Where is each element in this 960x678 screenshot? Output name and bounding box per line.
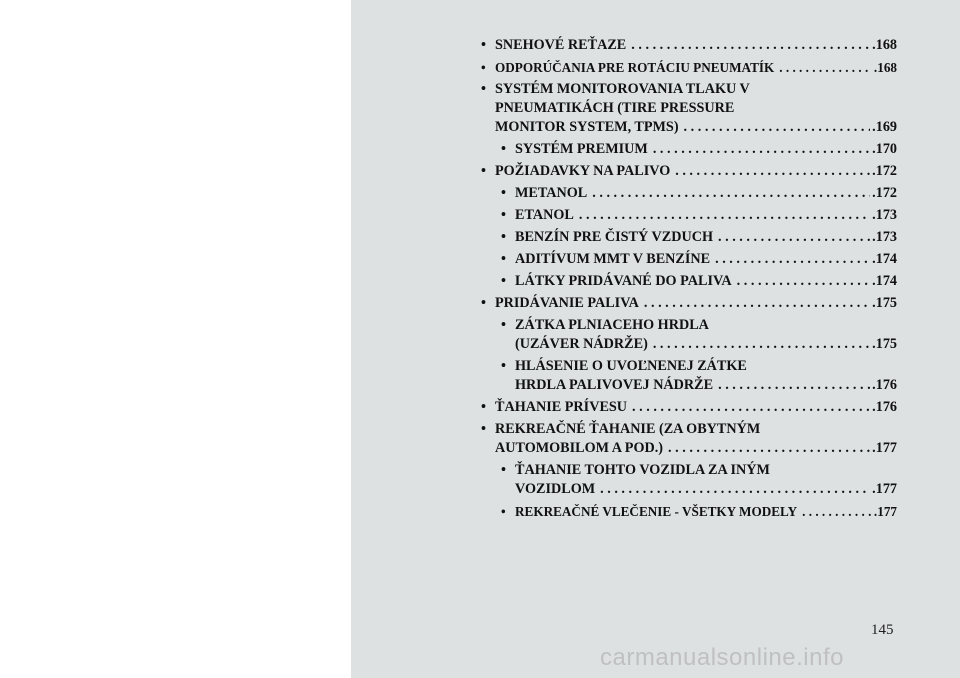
toc-entry-title: MONITOR SYSTEM, TPMS) (495, 119, 679, 135)
toc-entry[interactable] (501, 228, 897, 247)
toc-entry-title: LÁTKY PRIDÁVANÉ DO PALIVA (515, 273, 732, 289)
dot-leader (626, 36, 870, 55)
toc-entry-line (515, 316, 897, 335)
toc-entry-page: .175 (872, 295, 897, 311)
toc-entry[interactable] (501, 206, 897, 225)
toc-entry-title: SNEHOVÉ REŤAZE (495, 37, 627, 53)
toc-entry-page: .172 (872, 185, 897, 201)
toc-entry-line (515, 140, 897, 159)
bullet-icon: • (481, 421, 486, 437)
toc-entry[interactable] (481, 420, 897, 458)
toc-entry-line (495, 420, 897, 439)
dot-leader (670, 162, 870, 181)
watermark: carmanualsonline.info (600, 644, 844, 671)
toc-entry-line (495, 58, 897, 77)
toc-entry-title: (UZÁVER NÁDRŽE) (515, 336, 648, 352)
toc-entry-page: .177 (873, 504, 897, 519)
toc-entry-title: SYSTÉM PREMIUM (515, 141, 648, 157)
toc-entry[interactable] (481, 80, 897, 137)
toc-entry-line (515, 480, 897, 499)
dot-leader (648, 140, 870, 159)
toc-entry-line (495, 99, 897, 118)
toc-entry-line (495, 439, 897, 458)
toc-entry[interactable] (501, 140, 897, 159)
toc-entry-page: .168 (872, 37, 897, 53)
toc-entry-line (495, 398, 897, 417)
toc-entry-page: .172 (872, 163, 897, 179)
toc-entry-line (495, 294, 897, 313)
toc-entry-title: METANOL (515, 185, 588, 201)
toc-entry-page: .173 (872, 229, 897, 245)
dot-leader (713, 376, 870, 395)
toc-entry-title: ETANOL (515, 207, 574, 223)
toc-entry-page: .174 (872, 273, 897, 289)
toc-entry-page: .169 (872, 119, 897, 135)
dot-leader (710, 250, 870, 269)
toc-entry-line (495, 36, 897, 55)
toc-entry[interactable] (501, 184, 897, 203)
bullet-icon: • (481, 163, 486, 179)
dot-leader (713, 228, 870, 247)
toc-entry-title: BENZÍN PRE ČISTÝ VZDUCH (515, 229, 714, 245)
bullet-icon: • (501, 141, 506, 157)
dot-leader (679, 118, 871, 137)
toc-entry-page: .177 (872, 440, 897, 456)
toc-entry-page: .168 (873, 60, 897, 75)
toc-entry-line (515, 250, 897, 269)
toc-entry-title: POŽIADAVKY NA PALIVO (495, 163, 671, 179)
toc-entry[interactable] (501, 316, 897, 354)
bullet-icon: • (501, 251, 506, 267)
toc-entry-title: HLÁSENIE O UVOĽNENEJ ZÁTKE (515, 358, 747, 374)
toc-entry-page: .174 (872, 251, 897, 267)
dot-leader (627, 398, 870, 417)
dot-leader (663, 439, 870, 458)
toc-entry-title: ŤAHANIE PRÍVESU (495, 399, 628, 415)
toc-entry[interactable] (481, 398, 897, 417)
bullet-icon: • (501, 504, 506, 519)
toc-entry-line (515, 461, 897, 480)
toc-entry-line (515, 376, 897, 395)
toc-entry-title: SYSTÉM MONITOROVANIA TLAKU V (495, 81, 750, 97)
toc-entry-title: HRDLA PALIVOVEJ NÁDRŽE (515, 377, 714, 393)
toc-entry[interactable] (501, 250, 897, 269)
dot-leader (797, 502, 872, 521)
toc-entry-title: ADITÍVUM MMT V BENZÍNE (515, 251, 711, 267)
bullet-icon: • (501, 273, 506, 289)
toc-entry-line (515, 272, 897, 291)
bullet-icon: • (501, 229, 506, 245)
bullet-icon: • (501, 358, 506, 374)
toc-entry[interactable] (481, 162, 897, 181)
toc-entry-title: PNEUMATIKÁCH (TIRE PRESSURE (495, 100, 735, 116)
bullet-icon: • (481, 399, 486, 415)
bullet-icon: • (481, 37, 486, 53)
dot-leader (648, 335, 870, 354)
toc-entry[interactable] (501, 461, 897, 499)
toc-entry-title: REKREAČNÉ VLEČENIE - VŠETKY MODELY (515, 504, 798, 519)
toc-entry-line (495, 118, 897, 137)
dot-leader (732, 272, 871, 291)
toc-entry-line (515, 228, 897, 247)
toc-entry-title: ODPORÚČANIA PRE ROTÁCIU PNEUMATÍK (495, 60, 775, 75)
toc-panel (351, 0, 960, 678)
toc-entry[interactable] (501, 272, 897, 291)
bullet-icon: • (481, 81, 486, 97)
bullet-icon: • (501, 185, 506, 201)
page-number: 145 (871, 622, 894, 638)
toc-entry-line (515, 184, 897, 203)
toc-entry[interactable] (501, 502, 897, 521)
bullet-icon: • (501, 462, 506, 478)
toc-entry-title: PRIDÁVANIE PALIVA (495, 295, 639, 311)
toc-entry[interactable] (481, 58, 897, 77)
left-blank-page (0, 0, 351, 678)
dot-leader (595, 480, 870, 499)
toc-entry-title: ZÁTKA PLNIACEHO HRDLA (515, 317, 709, 333)
bullet-icon: • (481, 60, 486, 75)
toc-entry-page: .173 (872, 207, 897, 223)
dot-leader (574, 206, 870, 225)
bullet-icon: • (501, 317, 506, 333)
toc-entry-line (515, 206, 897, 225)
toc-entry[interactable] (481, 294, 897, 313)
toc-entry-page: .175 (872, 336, 897, 352)
toc-entry-title: AUTOMOBILOM A POD.) (495, 440, 664, 456)
toc-entry-title: VOZIDLOM (515, 481, 596, 497)
toc-entry-page: .176 (872, 377, 897, 393)
toc-entry-line (515, 357, 897, 376)
dot-leader (639, 294, 870, 313)
toc-entry[interactable] (481, 36, 897, 55)
toc-entry-page: .177 (872, 481, 897, 497)
bullet-icon: • (481, 295, 486, 311)
dot-leader (774, 58, 872, 77)
bullet-icon: • (501, 207, 506, 223)
toc-entry-page: .176 (872, 399, 897, 415)
toc-entry-line (515, 335, 897, 354)
toc-entry-line (495, 162, 897, 181)
table-of-contents (481, 36, 897, 524)
dot-leader (587, 184, 870, 203)
toc-entry-title: REKREAČNÉ ŤAHANIE (ZA OBYTNÝM (495, 421, 761, 437)
toc-entry-line (515, 502, 897, 521)
toc-entry-title: ŤAHANIE TOHTO VOZIDLA ZA INÝM (515, 462, 770, 478)
toc-entry-page: .170 (872, 141, 897, 157)
toc-entry[interactable] (501, 357, 897, 395)
toc-entry-line (495, 80, 897, 99)
